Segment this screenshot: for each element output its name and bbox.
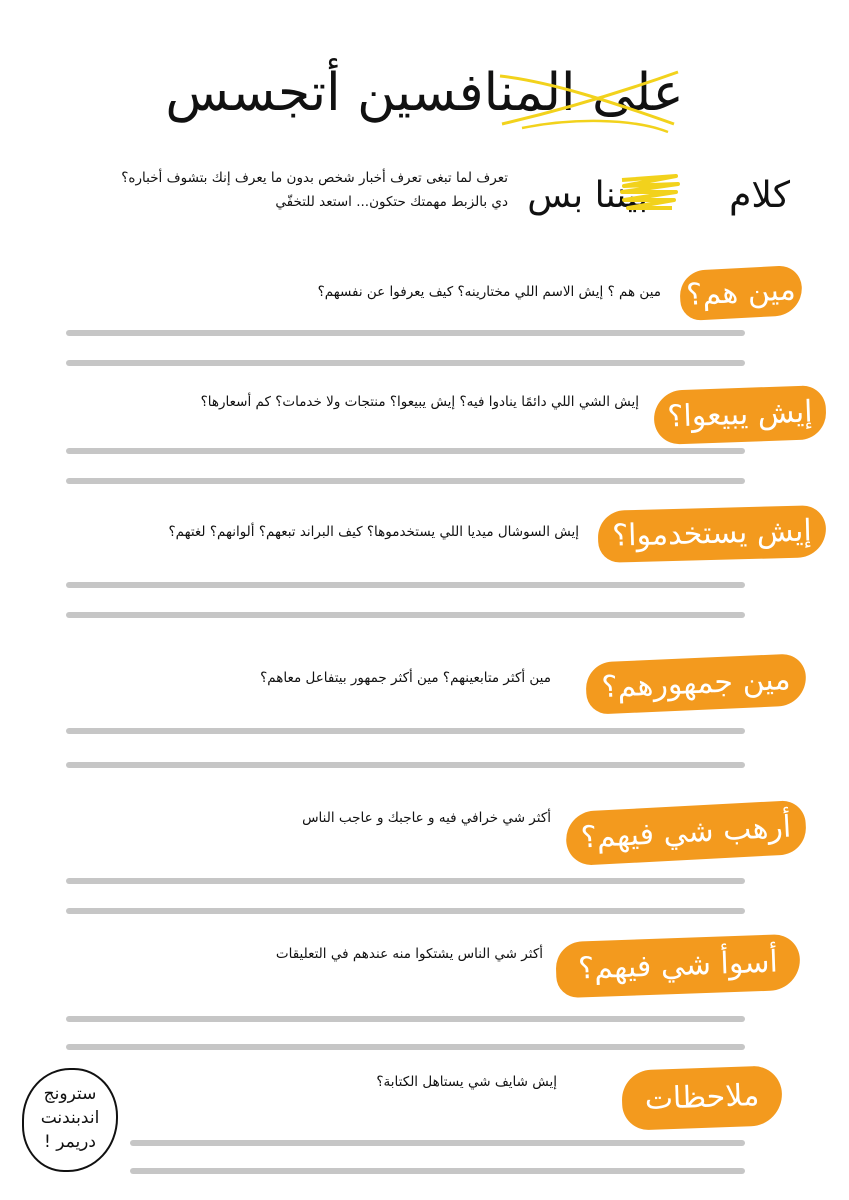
stamp-line: اندبندنت — [40, 1108, 100, 1128]
writing-line — [66, 360, 745, 366]
section-label-notes: ملاحظات — [621, 1065, 783, 1131]
section-prompt: مين هم ؟ إيش الاسم اللي مختارينه؟ كيف يعرفوا عن نفسهم؟ — [317, 284, 661, 300]
writing-line — [66, 762, 745, 768]
writing-line — [66, 330, 745, 336]
section-label-audience: مين جمهورهم؟ — [585, 653, 807, 715]
section-label-best: أرهب شي فيهم؟ — [565, 800, 807, 866]
section-label-tools: إيش يستخدموا؟ — [597, 505, 826, 563]
section-prompt: إيش شايف شي يستاهل الكتابة؟ — [376, 1074, 557, 1090]
intro-text-line: دي بالزبط مهمتك حتكون... استعد للتخفّي — [275, 194, 508, 210]
section-prompt: مين أكثر متابعينهم؟ مين أكثر جمهور بيتفاعل معاهم؟ — [260, 670, 551, 686]
writing-line — [66, 478, 745, 484]
stamp-line: سترونج — [43, 1084, 97, 1104]
strike-scribble-icon — [492, 62, 682, 134]
writing-line — [66, 908, 745, 914]
section-prompt: إيش الشي اللي دائمًا ينادوا فيه؟ إيش يبيعوا؟ منتجات ولا خدمات؟ كم أسعارها؟ — [200, 394, 639, 410]
writing-line — [66, 1044, 745, 1050]
writing-line — [66, 728, 745, 734]
writing-line — [66, 1016, 745, 1022]
title-struck-word: أتجسس — [165, 63, 341, 123]
writing-line — [66, 448, 745, 454]
section-prompt: إيش السوشال ميديا اللي يستخدموها؟ كيف البراند تبعهم؟ ألوانهم؟ لغتهم؟ — [168, 524, 579, 540]
section-prompt: أكثر شي خرافي فيه و عاجبك و عاجب الناس — [302, 810, 551, 826]
section-label-worst: أسوأ شي فيهم؟ — [555, 934, 801, 998]
writing-line — [66, 612, 745, 618]
section-label-products: إيش يبيعوا؟ — [653, 385, 827, 445]
intro-heading-word: كلام — [729, 175, 790, 216]
writing-line — [130, 1168, 745, 1174]
writing-line — [66, 582, 745, 588]
stamp-line: دريمر ! — [44, 1132, 96, 1152]
section-label-who: مين هم؟ — [679, 265, 803, 321]
intro-text-line: تعرف لما تبغى تعرف أخبار شخص بدون ما يعرف إنك بتشوف أخباره؟ — [121, 170, 508, 186]
page-title — [0, 58, 849, 128]
brand-stamp — [22, 1068, 118, 1172]
highlight-scribble-icon — [618, 170, 682, 212]
writing-line — [66, 878, 745, 884]
section-prompt: أكثر شي الناس يشتكوا منه عندهم في التعليقات — [275, 946, 543, 962]
writing-line — [130, 1140, 745, 1146]
intro-heading-rest: بيننا بس — [527, 175, 649, 216]
intro-text — [30, 166, 508, 214]
title-rest: على المنافسين — [357, 63, 684, 123]
